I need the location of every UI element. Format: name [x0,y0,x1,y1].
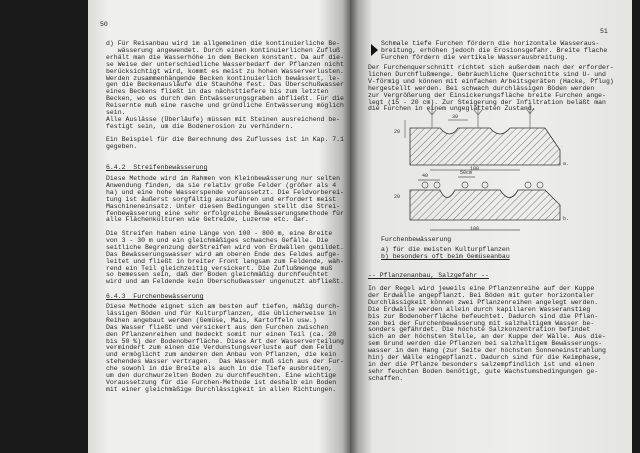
text-line: Maschineneinsatz. Unter diesen Bedingungen stellt die Strei- [106,202,341,210]
text-line: zen bei der Furchenbewässerung mit salzhaltigem Wasser be- [368,319,595,327]
page-number-left: 50 [100,21,108,28]
fig-a-tag: a. [563,161,570,167]
fig-b-height: 20 [394,194,401,200]
para-methode [106,176,344,224]
text-line: gen die Beckenausläufe die Stauhöhe fest. Das Überschußwasser [106,81,344,89]
text-line: mit einer gleichmäßige Durchlässigkeit in allen Richtungen. [106,385,337,393]
text-line: sonders gefährdet. Die höchste Salzkonzentration befindet [368,326,591,334]
fig-a-height: 20 [394,129,401,135]
figure-a [394,102,569,172]
text-line: Voraussetzung für die Furchen-Methode ist deshalb ein Boden [106,378,337,386]
text-line: gegeben. [106,142,138,150]
text-line: berücksichtigt wird, kommt es meist zu hohen Wasserverlusten. [106,67,344,75]
text-line: ha) und eine hohe Wasserspende voraussetzt. Die Feldvorberei- [106,188,344,196]
para-d [106,41,344,117]
text-line: festigt sein, um die Bodenerosion zu verhindern. [106,122,294,130]
text-line: von 3 - 30 m und ein gleichmäßiges schwaches Gefälle. Die [106,236,329,244]
text-line: In der Regel wird jeweils eine Pflanzenreihe auf der Kuppe [368,285,595,292]
para-furchen [106,304,344,394]
para-auslaesse [106,117,340,131]
text-line: fenbewässerung eine sehr erfolgreiche Bewässerungsmethode für [106,209,344,217]
text-line: Anwendung finden, da sie relativ große Felder (größer als 4 [106,181,337,189]
text-line: in der die Pflanze besonders salzempfindlich ist und einen [368,360,595,368]
text-line: hin) der Wälle eingepflanzt. Dadurch sind für die Keimphase, [368,354,603,362]
para-streifen [106,231,344,286]
text-line: lässigen Böden und für Kulturpflanzen, die üblicherweise in [106,309,337,317]
fig-b-tag: b. [563,216,570,222]
text-line: sehr feuchten Boden benötigt, gute Wachstumsbedingungen ge- [368,367,599,375]
text-line: alle Flächenkulturen wie Getreide, Luzerne etc. dar. [106,216,309,224]
text-line: schaffen. [368,374,404,382]
text-line: sich an der höchsten Stelle, an der Kuppe der Wälle. Aus die- [368,333,606,341]
figure-b [394,170,569,232]
text-line: tung ist äußerst sorgfältig auszuführen und erfordert meist [106,195,337,203]
text-line: stehendes Wasser vertragen. Das Wasser muß sich aus der Fur- [106,358,344,366]
text-line: so bemessen sein, daß der Boden gleichmäßig durchfeuchtet [106,271,329,279]
text-line: Reisernte muß eine rasche und gründliche Entwässerung möglich [106,102,344,110]
text-line: Ein Beispiel für die Berechnung des Zuflusses ist in Kap. 7.1 [106,136,344,143]
text-line: Das Wasser fließt und versickert aus den Furchen zwischen [106,323,329,331]
text-line: Durchlässigkeit können zwei Pflanzenreihen angelegt werden. [368,298,599,306]
text-line: bis 50 %) der Bodenoberfläche. Diese Art der Wasserverteilung [106,337,344,345]
text-line: den Pflanzenreihen und bedeckt somit nur einen Teil (ca. 20 [106,330,337,338]
text-line: Reihen angebaut werden (Gemüse, Mais, Kartoffeln usw.) [106,316,317,324]
text-line: Das Bewässerungswasser wird am oberen Ende des Feldes aufge- [106,250,341,258]
text-line: d) Für Reisanbau wird im allgemeinen die kontinuierliche Be- [106,40,341,47]
heading-salzgefahr: -- Pflanzenanbau, Salzgefahr -- [368,272,489,279]
text-line: Diese Methode eignet sich am besten auf tiefen, mäßig durch- [106,303,341,310]
text-line: V-förmig und können mit einfachen Arbeitsgeräten (Hacke, Pflug) [368,77,614,85]
text-line: wasser in den Hang (zur Seite der höchsten Sonneneinstrahlung [368,347,606,355]
text-line: Furchen fördern die vertikale Wasserausbreitung. [381,53,569,61]
fig-b-spacing2: 50cm [460,170,473,176]
page-number-right: 51 [600,28,608,35]
text-line: Die Streifen haben eine Länge von 100 - 800 m, eine Breite [106,230,333,237]
text-line: wird und am Feldende kein Überschußwasser ungenutzt abfließt. [106,278,344,286]
figure-caption-b: b) besonders oft beim Gemüseanbau [381,253,510,260]
text-line: Werden zusammenhängende Becken kontinuierlich bewässert, le- [106,74,341,82]
text-line: che sowohl in die Breite als auch in die Tiefe ausbreiten, [106,365,333,373]
fig-a-width: 100 [470,166,480,172]
text-line: vermindert zum einen die Verdunstungsverluste auf dem Feld [106,344,333,352]
text-line: Alle Auslässe (Überläufe) müssen mit Steinen ausreichend be- [106,116,341,123]
fig-b-spacing: 40 [422,173,429,179]
arrow-marker-icon [370,44,379,56]
text-line: Becken, wo es durch den Entwässerungsgraben abfließt. Für die [106,95,344,103]
text-line: Die Erdwälle werden allein durch kapillaren Wasseranstieg [368,305,591,313]
text-line: erhält man die Wasserhöhe in dem Becken konstant. Da auf die- [106,53,344,61]
text-line: bis zur Bodenoberfläche befeuchtet. Dadurch sind die Pflan- [368,312,599,320]
text-line: se Weise der unterschiedliche Wasserbedarf der Pflanzen nicht [106,60,344,68]
text-line: und ermöglicht zum anderen den Anbau von Pflanzen, die kein [106,351,337,359]
furrow-diagram [394,110,600,240]
text-line: wässerung angewendet. Durch einen kontinuierlichen Zufluß [106,46,341,54]
text-line: lichen Durchflußmenge. Gebräuchliche Querschnitte sind U- und [368,70,606,78]
para-querschnitt [368,65,614,113]
para-beispiel [106,137,344,151]
text-line: die Furchen in einem ungeglätteten Zustand. [368,105,536,113]
text-line: hergestellt werden. Bei schwach durchlässigen Böden werden [368,84,595,92]
text-line: zur Vergrößerung der Einsickerungsfläche breite Furchen ange- [368,91,606,99]
text-line: der Erdwälle angepflanzt. Bei Böden mit guter horizontaler [368,291,595,299]
figure-caption: Furchenbewässerung [381,236,452,243]
text-line: breitung, erhöhen jedoch die Erosionsgefahr. Breite flache [381,46,608,54]
fig-a-spacing: 30 [452,114,459,120]
heading-6-4-2: 6.4.2 Streifenbewässerung [106,164,208,171]
text-line: eines Beckens fließt in das nächsttiefere bis zum letzten [106,88,329,96]
text-line: rend ein Teil gleichzeitig versickert. Die Zuflußmenge muß [106,264,333,272]
heading-6-4-3: 6.4.3 Furchenbewässerung [106,293,204,300]
text-line: leitet und fließt in breiter Front langsam zum Feldende, wäh- [106,257,344,265]
text-line: seitliche Begrenzung derStreifen wird von Erdwällen gebildet. [106,243,344,251]
text-line: um den durchwurzelten Boden zu durchfeuchten. Eine wichtige [106,372,337,380]
text-line: sem Grund werden die Pflanzen bei salzhaltigem Bewässerungs- [368,340,603,348]
text-line: legt (15 - 20 cm). Zur Steigerung der Infiltration beläßt man [368,98,606,106]
para-regel [368,286,606,383]
fig-b-width: 100 [470,226,480,232]
text-line: sein. [106,109,126,117]
text-line: Der Furchenquerschnitt richtet sich außerdem nach der erforder- [368,64,614,71]
text-line: Schmale tiefe Furchen fördern die horizontale Wasseraus- [381,40,600,47]
para-schmale [381,41,607,62]
text-line: Diese Methode wird im Rahmen von Kleinbewässerung nur selten [106,175,341,182]
figure-caption-a: a) für die meisten Kulturpflanzen [381,246,510,253]
